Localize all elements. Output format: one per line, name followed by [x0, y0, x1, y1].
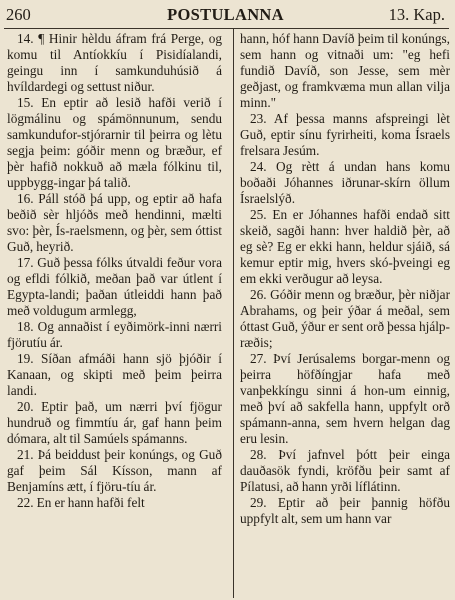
- verse: 26. Góðir menn og bræður, þèr niðjar Abrahams, og þeir ýðar á meðal, sem óttast Guð, ýður er sent orð þessa hjálp-ræðis;: [240, 287, 450, 350]
- column-divider: [233, 29, 234, 598]
- verse: 17. Guð þessa fólks útvaldi feður vora og efldi fólkið, meðan það var útlent í Egypta-landi; þaðan útleiddi hann það með voldugum armlegg,: [7, 255, 222, 318]
- verse: 22. En er hann hafði felt: [17, 495, 145, 510]
- verse: 23. Af þessa manns afspreingi lèt Guð, eptir sínu fyrirheiti, koma Ísraels frelsara Jesúm.: [240, 111, 451, 158]
- verse: 28. Því jafnvel þótt þeir einga dauðasök fyndi, kröfðu þeir samt af Pílatusi, að hann yrði líflátinn.: [240, 447, 450, 494]
- left-column: [7, 31, 222, 511]
- verse: 18. Og annaðist í eyðimörk-inni nærri fjörutíu ár.: [7, 319, 222, 350]
- running-title: POSTULANNA: [167, 5, 284, 24]
- verse: 20. Eptir það, um nærri því fjögur hundruð og fimmtíu ár, gaf hann þeim dómara, alt til Samúels spámanns.: [7, 399, 222, 446]
- verse: 19. Síðan afmáði hann sjö þjóðir í Kanaan, og skipti með þeim þeirra landi.: [7, 351, 222, 398]
- page-number: 260: [6, 5, 31, 24]
- verse-continuation: hann, hóf hann Davíð þeim til konúngs, sem hann og vitnaði um: "eg hefi fundið Davíð, son Jesse, sem mèr geðjast, og framkvæma mun allan vilja minn.": [240, 31, 450, 110]
- right-column: [240, 31, 450, 527]
- verse: 15. En eptir að lesið hafði verið í lögmálinu og spámönnunum, sendu samkundufor-stjórarnir til þeirra og lètu segja þeim: góðir menn og bræður, ef þèr hafið nokkuð að mæla fólkinu til, uppbygg-ingar þá talið.: [7, 95, 222, 190]
- chapter-label: 13. Kap.: [388, 5, 445, 24]
- verse: 16. Páll stóð þá upp, og eptir að hafa beðið sèr hljóðs með hendinni, mælti svo: þèr, Ís-raelsmenn, og þèr, sem óttist Guð, heyrið.: [7, 191, 222, 254]
- header-rule: [4, 28, 449, 29]
- verse: 24. Og rètt á undan hans komu boðaði Jóhannes iðrunar-skírn öllum Ísraelslýð.: [240, 159, 450, 206]
- verse: 25. En er Jóhannes hafði endað sitt skeið, sagði hann: hver haldið þèr, að eg sè? Eg er ekki hann, heldur sjáið, sá kemur eptir mig, hvers skó-þveingi eg em ekki verðugur að leysa.: [240, 207, 450, 286]
- verse: 29. Eptir að þeir þannig höfðu uppfylt alt, sem um hann var: [240, 495, 450, 526]
- verse: 14. ¶ Hinir hèldu áfram frá Perge, og komu til Antíokkíu í Pisidíalandi, geingu inn í samkunduhúsið á hvíldardegi og settust niður.: [7, 31, 222, 94]
- verse: 21. Þá beiddust þeir konúngs, og Guð gaf þeim Sál Kísson, mann af Benjamíns ætt, í fjöru-tíu ár.: [7, 447, 222, 494]
- verse: 27. Því Jerúsalems borgar-menn og þeirra höfðíngjar hafa með vanþekkíngu sinni á hon-um einnig, með því að sakfella hann, uppfylt orð spámann-anna, sem hvern helgan dag eru lesin.: [240, 351, 450, 446]
- page-header: [6, 4, 445, 26]
